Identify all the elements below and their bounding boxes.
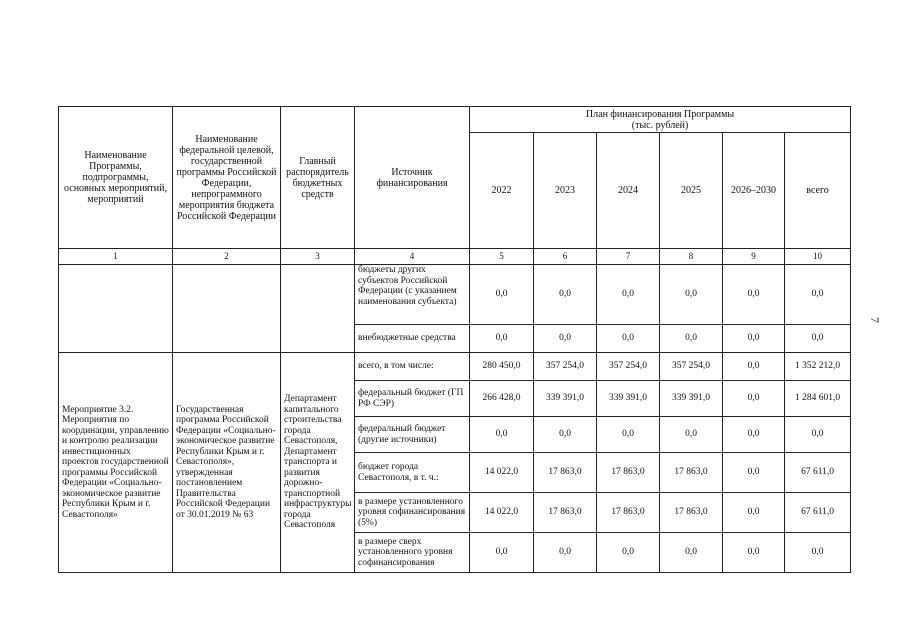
value-cell: 339 391,0: [660, 381, 723, 417]
value-cell: 0,0: [470, 265, 534, 325]
value-cell: 67 611,0: [785, 493, 851, 533]
value-cell: 17 863,0: [534, 453, 597, 493]
value-cell: 0,0: [597, 325, 660, 353]
value-cell: 0,0: [785, 533, 851, 573]
source-cell: в размере сверх установленного уровня софинансирования: [355, 533, 470, 573]
value-cell: 0,0: [534, 417, 597, 453]
header-year: 2024: [597, 133, 660, 249]
column-number: 3: [281, 249, 355, 265]
header-plan-unit: (тыс. рублей): [631, 119, 689, 131]
source-cell: федеральный бюджет (ГП РФ СЭР): [355, 381, 470, 417]
measure-program: Государственная программа Российской Федерации «Социально-экономическое развитие Республики Крым и г. Севастополя», утвержденная постановлением Правительства Российской Федерации от 30.01.2019 № 63: [173, 353, 281, 573]
value-cell: 0,0: [597, 417, 660, 453]
header-year: 2026–2030: [723, 133, 785, 249]
value-cell: 0,0: [534, 533, 597, 573]
value-cell: 67 611,0: [785, 453, 851, 493]
value-cell: 0,0: [785, 265, 851, 325]
source-cell: бюджет города Севастополя, в т. ч.:: [355, 453, 470, 493]
value-cell: 0,0: [723, 325, 785, 353]
value-cell: 14 022,0: [470, 493, 534, 533]
value-cell: 0,0: [660, 533, 723, 573]
value-cell: 0,0: [470, 533, 534, 573]
value-cell: 1 284 601,0: [785, 381, 851, 417]
value-cell: 0,0: [660, 325, 723, 353]
value-cell: 339 391,0: [534, 381, 597, 417]
value-cell: 0,0: [660, 417, 723, 453]
measure-name: Мероприятие 3.2. Мероприятия по координации, управлению и контролю реализации инвестиционных проектов государственной программы Российской Федерации «Социально-экономическое развитие Республики Крым и г. Севастополя»: [59, 353, 173, 573]
column-number: 9: [723, 249, 785, 265]
value-cell: 339 391,0: [597, 381, 660, 417]
header-plan: [470, 107, 851, 133]
header-year: 2022: [470, 133, 534, 249]
value-cell: 0,0: [785, 417, 851, 453]
header-program-name: Наименование Программы, подпрограммы, основных мероприятий, мероприятий: [59, 107, 173, 249]
value-cell: 17 863,0: [534, 493, 597, 533]
value-cell: 17 863,0: [660, 453, 723, 493]
value-cell: 0,0: [723, 265, 785, 325]
value-cell: 357 254,0: [660, 353, 723, 381]
empty-cell: [281, 265, 355, 353]
column-number: 2: [173, 249, 281, 265]
value-cell: 0,0: [723, 381, 785, 417]
column-numbers-row: [59, 249, 851, 265]
source-cell: бюджеты других субъектов Российской Федерации (с указанием наименования субъекта): [355, 265, 470, 325]
header-federal-program: Наименование федеральной целевой, государственной программы Российской Федерации, непрограммного мероприятия бюджета Российской Федерации: [173, 107, 281, 249]
column-number: 7: [597, 249, 660, 265]
column-number: 6: [534, 249, 597, 265]
value-cell: 280 450,0: [470, 353, 534, 381]
value-cell: 0,0: [723, 353, 785, 381]
value-cell: 0,0: [723, 453, 785, 493]
value-cell: 17 863,0: [660, 493, 723, 533]
source-cell: в размере установленного уровня софинансирования (5%): [355, 493, 470, 533]
header-plan-title: План финансирования Программы: [585, 108, 735, 120]
header-total: всего: [785, 133, 851, 249]
page-number: 7: [868, 317, 882, 323]
value-cell: 0,0: [597, 533, 660, 573]
empty-cell: [59, 265, 173, 353]
value-cell: 0,0: [723, 417, 785, 453]
value-cell: 0,0: [470, 325, 534, 353]
header-year: 2023: [534, 133, 597, 249]
value-cell: 0,0: [534, 265, 597, 325]
value-cell: 357 254,0: [534, 353, 597, 381]
header-source: Источник финансирования: [355, 107, 470, 249]
value-cell: 0,0: [723, 533, 785, 573]
header-distributor: Главный распорядитель бюджетных средств: [281, 107, 355, 249]
measure-distributor: Департамент капитального строительства города Севастополя, Департамент транспорта и развития дорожно-транспортной инфраструктуры города Севастополя: [281, 353, 355, 573]
value-cell: 14 022,0: [470, 453, 534, 493]
column-number: 4: [355, 249, 470, 265]
source-cell: внебюджетные средства: [355, 325, 470, 353]
column-number: 8: [660, 249, 723, 265]
value-cell: 0,0: [660, 265, 723, 325]
column-number: 10: [785, 249, 851, 265]
value-cell: 0,0: [534, 325, 597, 353]
value-cell: 0,0: [470, 417, 534, 453]
financing-table: [58, 106, 851, 573]
column-number: 1: [59, 249, 173, 265]
value-cell: 1 352 212,0: [785, 353, 851, 381]
source-cell: федеральный бюджет (другие источники): [355, 417, 470, 453]
column-number: 5: [470, 249, 534, 265]
empty-cell: [173, 265, 281, 353]
value-cell: 266 428,0: [470, 381, 534, 417]
value-cell: 17 863,0: [597, 493, 660, 533]
header-year: 2025: [660, 133, 723, 249]
value-cell: 0,0: [723, 493, 785, 533]
value-cell: 357 254,0: [597, 353, 660, 381]
source-cell: всего, в том числе:: [355, 353, 470, 381]
value-cell: 17 863,0: [597, 453, 660, 493]
value-cell: 0,0: [785, 325, 851, 353]
table-row: [59, 265, 851, 325]
header-row: [59, 107, 851, 133]
table-row: [59, 353, 851, 381]
value-cell: 0,0: [597, 265, 660, 325]
